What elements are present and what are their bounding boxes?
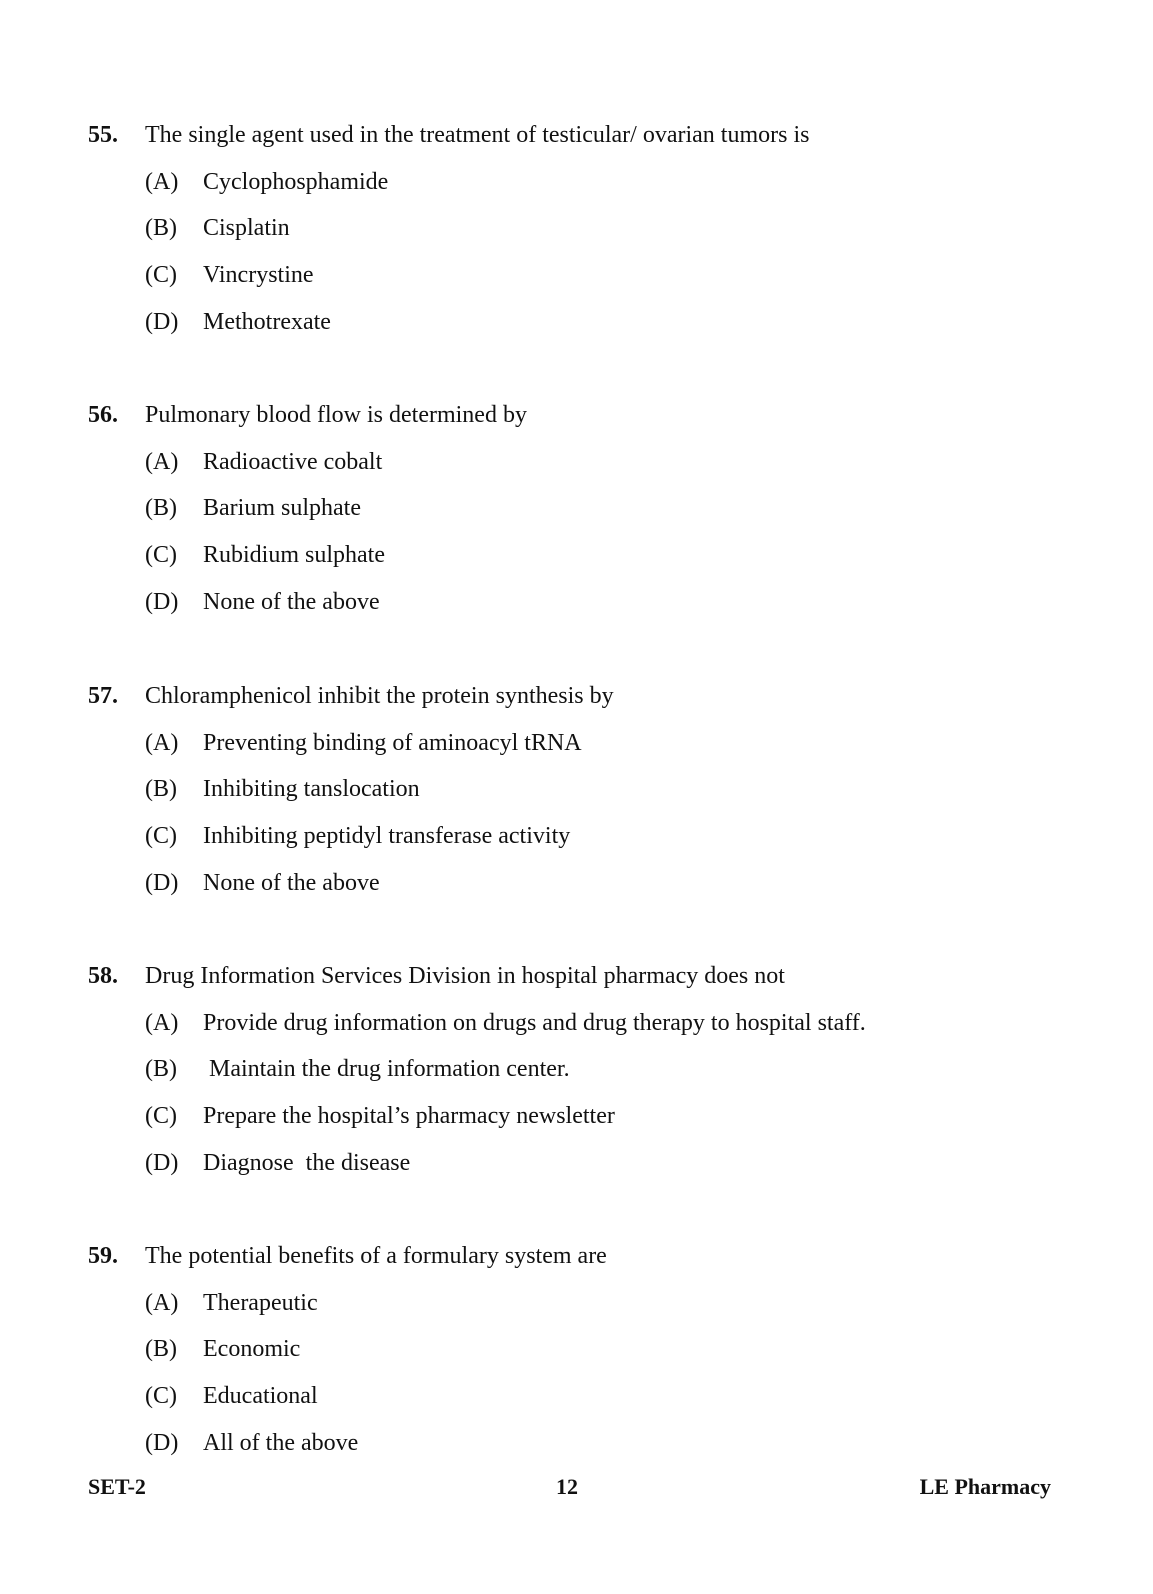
question-59: [88, 1241, 1088, 1458]
option-letter: (D): [145, 588, 179, 615]
question-text: The single agent used in the treatment of testicular/ ovarian tumors is: [145, 122, 810, 148]
option-letter: (A): [145, 1289, 179, 1316]
option-d[interactable]: [88, 1428, 1088, 1458]
option-d[interactable]: [88, 868, 1088, 898]
option-list: [88, 167, 1088, 337]
question-text: Drug Information Services Division in hospital pharmacy does not: [145, 963, 785, 989]
option-letter: (D): [145, 869, 179, 896]
option-text: Preventing binding of aminoacyl tRNA: [203, 729, 582, 756]
option-a[interactable]: [88, 1288, 1088, 1318]
option-letter: (C): [145, 262, 177, 289]
option-text: None of the above: [203, 869, 380, 896]
option-a[interactable]: [88, 167, 1088, 197]
option-text: Barium sulphate: [203, 495, 361, 522]
option-text: None of the above: [203, 588, 380, 615]
option-list: [88, 728, 1088, 898]
option-letter: (C): [145, 823, 177, 850]
question-text: Chloramphenicol inhibit the protein synthesis by: [145, 683, 614, 709]
question-number: 59.: [88, 1243, 118, 1269]
question-number: 58.: [88, 963, 118, 989]
page-footer: [88, 1472, 1051, 1502]
question-57: [88, 681, 1088, 898]
option-a[interactable]: [88, 1008, 1088, 1038]
question-stem: [88, 681, 1088, 711]
option-text: Cyclophosphamide: [203, 168, 389, 195]
option-letter: (B): [145, 1056, 177, 1083]
option-letter: (D): [145, 1149, 179, 1176]
option-text: Methotrexate: [203, 308, 331, 335]
option-c[interactable]: [88, 1101, 1088, 1131]
option-letter: (B): [145, 1336, 177, 1363]
question-58: [88, 961, 1088, 1178]
question-stem: [88, 1241, 1088, 1271]
question-number: 56.: [88, 402, 118, 428]
option-c[interactable]: [88, 540, 1088, 570]
option-letter: (B): [145, 776, 177, 803]
subject-label: LE Pharmacy: [919, 1474, 1051, 1499]
option-d[interactable]: [88, 307, 1088, 337]
question-text: Pulmonary blood flow is determined by: [145, 402, 527, 428]
option-b[interactable]: [88, 213, 1088, 243]
option-letter: (C): [145, 542, 177, 569]
option-c[interactable]: [88, 821, 1088, 851]
option-text: Provide drug information on drugs and drug therapy to hospital staff.: [203, 1009, 866, 1036]
option-letter: (D): [145, 1429, 179, 1456]
option-d[interactable]: [88, 1148, 1088, 1178]
option-text: Prepare the hospital’s pharmacy newsletter: [203, 1103, 615, 1130]
option-text: Therapeutic: [203, 1289, 318, 1316]
option-text: Inhibiting tanslocation: [203, 776, 420, 803]
option-text: All of the above: [203, 1429, 359, 1456]
option-letter: (B): [145, 215, 177, 242]
page-number: 12: [556, 1474, 578, 1499]
option-list: [88, 1008, 1088, 1178]
option-c[interactable]: [88, 260, 1088, 290]
option-b[interactable]: [88, 774, 1088, 804]
option-letter: (A): [145, 1009, 179, 1036]
question-stem: [88, 120, 1088, 150]
option-text: Diagnose the disease: [203, 1149, 411, 1176]
option-b[interactable]: [88, 493, 1088, 523]
option-list: [88, 447, 1088, 617]
option-letter: (A): [145, 729, 179, 756]
option-a[interactable]: [88, 447, 1088, 477]
question-number: 57.: [88, 683, 118, 709]
option-a[interactable]: [88, 728, 1088, 758]
set-label: SET-2: [88, 1474, 146, 1499]
option-b[interactable]: [88, 1054, 1088, 1084]
option-letter: (C): [145, 1103, 177, 1130]
question-56: [88, 400, 1088, 617]
option-d[interactable]: [88, 587, 1088, 617]
question-number: 55.: [88, 122, 118, 148]
option-letter: (C): [145, 1383, 177, 1410]
option-letter: (A): [145, 168, 179, 195]
option-c[interactable]: [88, 1381, 1088, 1411]
question-stem: [88, 400, 1088, 430]
option-text: Maintain the drug information center.: [203, 1056, 570, 1083]
option-b[interactable]: [88, 1334, 1088, 1364]
option-letter: (B): [145, 495, 177, 522]
question-55: [88, 120, 1088, 337]
option-text: Educational: [203, 1383, 318, 1410]
option-letter: (A): [145, 448, 179, 475]
option-text: Vincrystine: [203, 262, 314, 289]
question-stem: [88, 961, 1088, 991]
option-text: Rubidium sulphate: [203, 542, 385, 569]
option-text: Economic: [203, 1336, 301, 1363]
question-text: The potential benefits of a formulary system are: [145, 1243, 607, 1269]
option-letter: (D): [145, 308, 179, 335]
option-text: Cisplatin: [203, 215, 290, 242]
option-list: [88, 1288, 1088, 1458]
option-text: Inhibiting peptidyl transferase activity: [203, 823, 571, 850]
option-text: Radioactive cobalt: [203, 448, 383, 475]
